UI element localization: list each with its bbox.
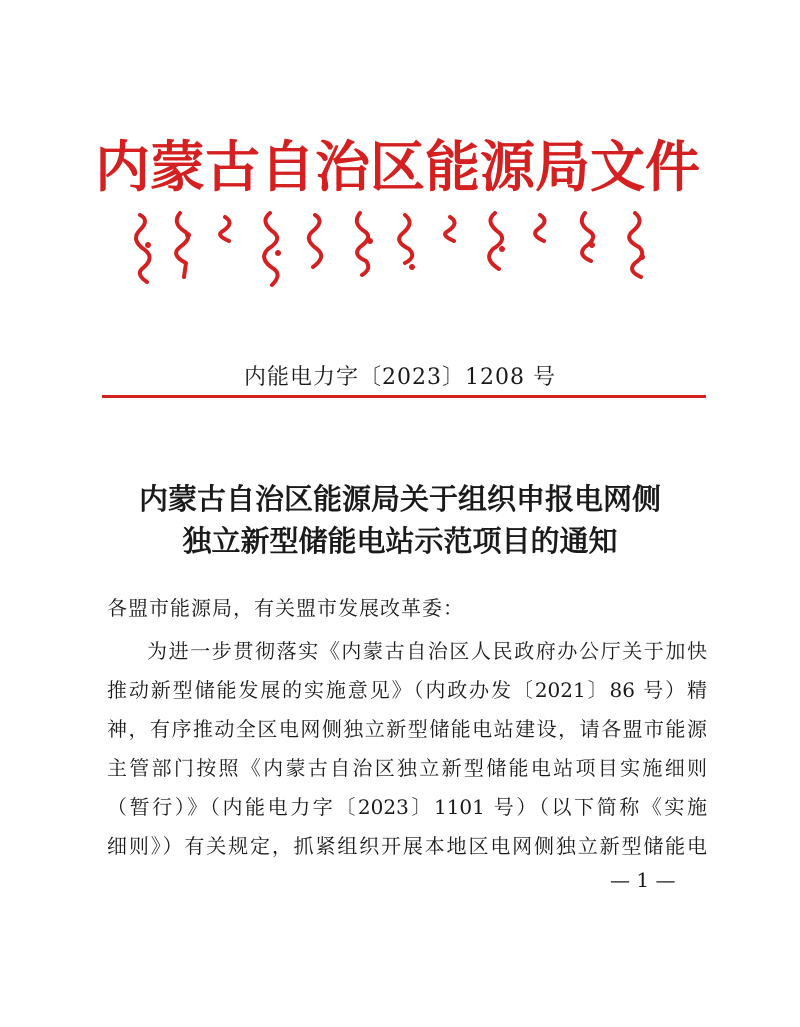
body-line: 神，有序推动全区电网侧独立新型储能电站建设，请各盟市能源	[107, 717, 707, 741]
red-divider-line	[102, 395, 706, 398]
mongolian-script-logo	[120, 205, 690, 300]
body-line: 主管部门按照《内蒙古自治区独立新型储能电站项目实施细则	[107, 756, 707, 780]
body-paragraph	[107, 632, 707, 866]
red-header-title: 内蒙古自治区能源局文件	[95, 135, 701, 199]
salutation: 各盟市能源局，有关盟市发展改革委：	[107, 596, 464, 620]
body-line: 细则》）有关规定，抓紧组织开展本地区电网侧独立新型储能电	[107, 834, 707, 858]
body-line: 推动新型储能发展的实施意见》（内政办发〔2021〕86 号）精	[107, 678, 707, 702]
notice-title-line: 内蒙古自治区能源局关于组织申报电网侧	[138, 482, 661, 516]
body-line: （暂行）》（内能电力字〔2023〕1101 号）（以下简称《实施	[107, 795, 707, 819]
page-number: — 1 —	[610, 868, 676, 892]
body-line: 为进一步贯彻落实《内蒙古自治区人民政府办公厅关于加快	[147, 639, 707, 663]
notice-title	[0, 478, 800, 562]
notice-title-line: 独立新型储能电站示范项目的通知	[182, 524, 618, 558]
document-number: 内能电力字〔2023〕1208 号	[244, 365, 556, 390]
